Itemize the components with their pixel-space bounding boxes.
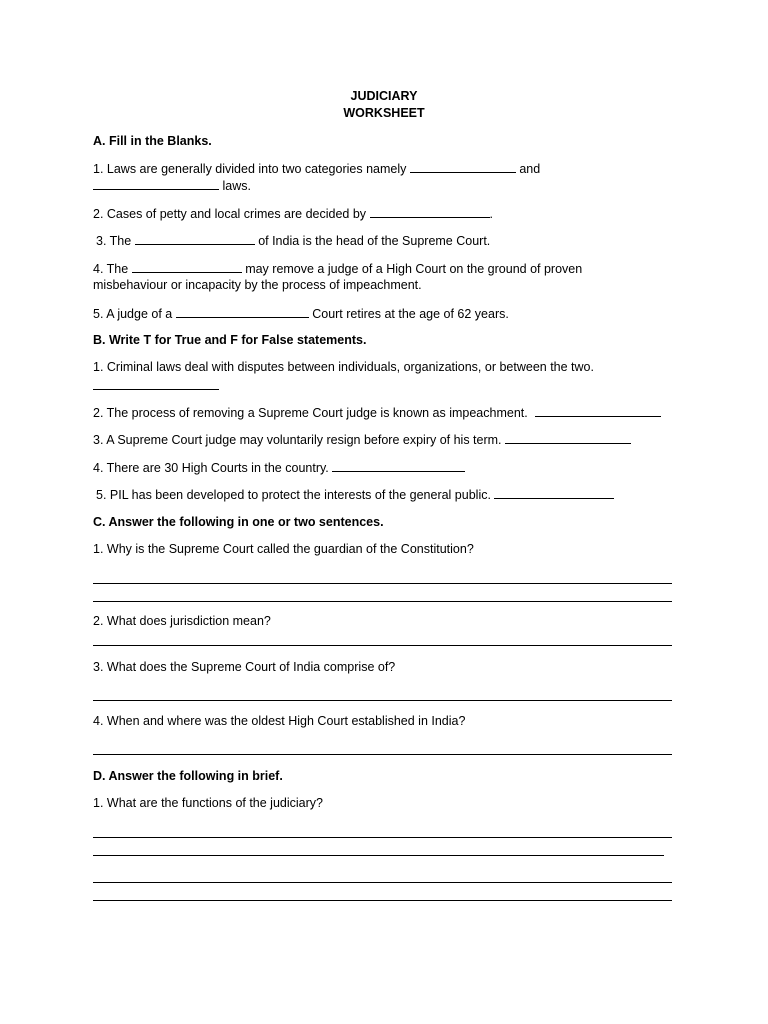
answer-blank[interactable] xyxy=(370,206,490,218)
answer-line[interactable] xyxy=(93,645,672,646)
question-text: 1. Laws are generally divided into two categories namely xyxy=(93,162,407,176)
answer-blank[interactable] xyxy=(410,161,516,173)
question-text: . xyxy=(489,207,494,221)
section-a-question-2 xyxy=(93,206,493,221)
section-b-heading: B. Write T for True and F for False statements. xyxy=(93,333,367,347)
answer-blank[interactable] xyxy=(505,432,631,444)
worksheet-title: JUDICIARY xyxy=(350,89,418,103)
answer-blank[interactable] xyxy=(176,306,309,318)
section-a-question-4-cont: misbehaviour or incapacity by the process of impeachment. xyxy=(93,278,422,292)
section-c-question-2: 2. What does jurisdiction mean? xyxy=(93,614,271,628)
answer-blank[interactable] xyxy=(494,487,614,499)
section-d-question-1: 1. What are the functions of the judiciary? xyxy=(93,796,323,810)
answer-blank[interactable] xyxy=(135,233,255,245)
section-c-question-3: 3. What does the Supreme Court of India comprise of? xyxy=(93,660,396,674)
answer-line[interactable] xyxy=(93,855,664,856)
answer-blank[interactable] xyxy=(332,460,465,472)
question-text: 4. There are 30 High Courts in the country. xyxy=(93,461,329,475)
section-a-question-1 xyxy=(93,161,540,176)
section-b-question-3 xyxy=(93,432,631,447)
answer-line[interactable] xyxy=(93,882,672,883)
answer-line[interactable] xyxy=(93,583,672,584)
section-b-question-1-answer xyxy=(93,378,219,393)
answer-blank[interactable] xyxy=(93,178,219,190)
answer-blank[interactable] xyxy=(132,261,242,273)
answer-line[interactable] xyxy=(93,700,672,701)
section-a-question-5 xyxy=(93,306,509,321)
worksheet-subtitle: WORKSHEET xyxy=(343,106,425,120)
section-c-heading: C. Answer the following in one or two sentences. xyxy=(93,515,384,529)
section-a-question-4 xyxy=(93,261,582,276)
question-text: 4. The xyxy=(93,262,129,276)
question-text: 3. The xyxy=(96,234,132,248)
question-text: Court retires at the age of 62 years. xyxy=(312,307,509,321)
section-b-question-2 xyxy=(93,405,661,420)
question-text: 5. A judge of a xyxy=(93,307,173,321)
section-b-question-5 xyxy=(96,487,614,502)
answer-blank[interactable] xyxy=(535,405,661,417)
answer-line[interactable] xyxy=(93,601,672,602)
question-text: 2. Cases of petty and local crimes are decided by xyxy=(93,207,367,221)
question-text: of India is the head of the Supreme Court. xyxy=(258,234,491,248)
question-text: may remove a judge of a High Court on the ground of proven xyxy=(245,262,583,276)
question-text: laws. xyxy=(222,179,251,193)
section-a-heading: A. Fill in the Blanks. xyxy=(93,134,212,148)
answer-blank[interactable] xyxy=(93,378,219,390)
question-text: 2. The process of removing a Supreme Court judge is known as impeachment. xyxy=(93,406,528,420)
section-a-question-3 xyxy=(96,233,490,248)
question-text: and xyxy=(519,162,541,176)
section-b-question-1: 1. Criminal laws deal with disputes between individuals, organizations, or between the two. xyxy=(93,360,594,374)
answer-line[interactable] xyxy=(93,754,672,755)
section-a-question-1-cont xyxy=(93,178,251,193)
question-text: 3. A Supreme Court judge may voluntarily resign before expiry of his term. xyxy=(93,433,502,447)
section-c-question-4: 4. When and where was the oldest High Court established in India? xyxy=(93,714,466,728)
section-b-question-4 xyxy=(93,460,465,475)
section-c-question-1: 1. Why is the Supreme Court called the guardian of the Constitution? xyxy=(93,542,474,556)
answer-line[interactable] xyxy=(93,837,672,838)
answer-line[interactable] xyxy=(93,900,672,901)
question-text: 5. PIL has been developed to protect the interests of the general public. xyxy=(96,488,491,502)
section-d-heading: D. Answer the following in brief. xyxy=(93,769,283,783)
